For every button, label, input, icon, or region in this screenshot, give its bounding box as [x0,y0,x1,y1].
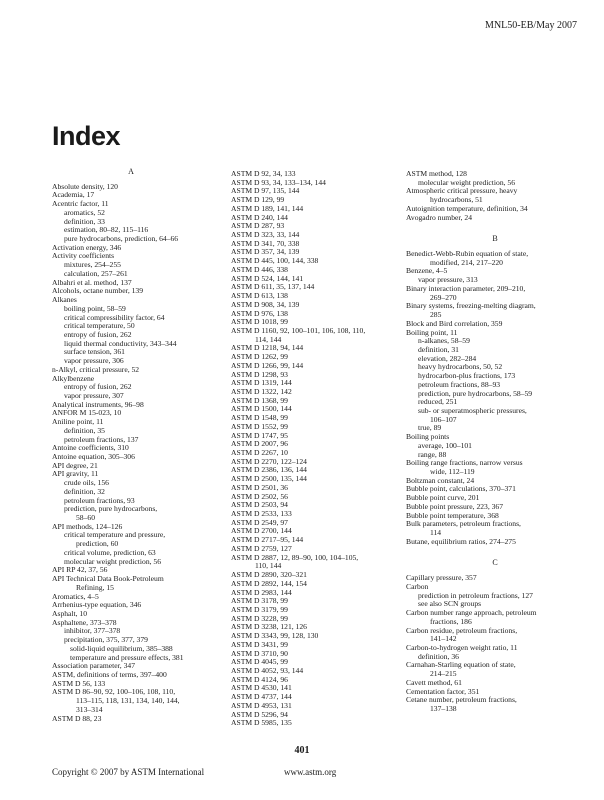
index-entry: ASTM D 1552, 99 [231,421,288,431]
index-entry: Binary interaction parameter, 209–210, [406,283,526,293]
index-entry: ASTM D 2503, 94 [231,500,288,510]
index-subentry: hydrocarbon-plus fractions, 173 [418,371,516,381]
index-entry: ASTM D 92, 34, 133 [231,169,296,178]
index-entry: Bulk parameters, petroleum fractions, [406,519,521,529]
index-entry: ASTM D 4953, 131 [231,700,292,710]
index-entry: Antoine equation, 305–306 [52,452,135,461]
index-entry: ASTM D 2533, 133 [231,509,292,519]
index-entry: Autoignition temperature, definition, 34 [406,203,528,213]
index-entry: ASTM D 4124, 96 [231,674,288,684]
index-entry: Antoine coefficients, 310 [52,443,129,453]
index-entry: Atmospheric critical pressure, heavy [406,186,518,196]
index-entry: API gravity, 11 [52,469,99,479]
index-subentry: definition, 32 [64,486,105,496]
index-entry: Carbon-to-hydrogen weight ratio, 11 [406,642,518,652]
index-entry: API RP 42, 37, 56 [52,565,108,575]
index-entry: Carbon residue, petroleum fractions, [406,625,518,635]
index-subentry: precipitation, 375, 377, 379 [64,635,148,645]
index-entry: ASTM D 1160, 92, 100–101, 106, 108, 110, [231,325,366,335]
index-entry: ASTM D 2890, 320–321 [231,570,307,580]
index-entry: Absolute density, 120 [52,181,118,191]
index-entry: Asphalt, 10 [52,608,88,618]
index-entry: Activation energy, 346 [52,242,122,252]
index-entry: ASTM D 1298, 93 [231,369,288,379]
index-entry: ASTM D 1548, 99 [231,413,288,423]
index-entry: Butane, equilibrium ratios, 274–275 [406,536,516,546]
index-subentry: 285 [430,310,442,320]
index-subentry: molecular weight prediction, 56 [418,177,516,187]
index-subentry: true, 89 [418,423,442,433]
index-entry: Alkylbenzene [52,373,95,383]
index-subentry: petroleum fractions, 137 [64,434,139,444]
index-subentry: crude oils, 156 [64,478,109,488]
index-entry: ASTM D 2759, 127 [231,543,292,553]
index-entry: ASTM D 524, 144, 141 [231,273,304,283]
index-entry: ASTM D 1018, 99 [231,317,288,327]
index-entry: ASTM D 341, 70, 338 [231,238,300,248]
index-entry: Block and Bird correlation, 359 [406,318,503,328]
index-entry: Bubble point curve, 201 [406,493,480,503]
index-subentry: 114 [430,528,442,538]
index-entry: Avogadro number, 24 [406,212,472,222]
index-subentry: see also SCN groups [418,599,482,609]
index-entry: ASTM D 3343, 99, 128, 130 [231,631,319,641]
index-subentry: 114, 144 [255,334,282,344]
index-column-2 [231,170,391,728]
index-subentry: 214–215 [430,669,457,679]
index-entry: ASTM D 3710, 90 [231,648,288,658]
section-spacer [406,222,584,231]
index-subentry: vapor pressure, 307 [64,390,124,400]
index-entry: Benzene, 4–5 [406,266,448,276]
index-subentry: vapor pressure, 313 [418,275,478,285]
index-subentry: inhibitor, 377–378 [64,626,121,636]
index-subentry: critical temperature and pressure, [64,530,166,540]
index-subentry: sub- or superatmospheric pressures, [418,405,527,415]
index-entry: ASTM D 4052, 93, 144 [231,665,304,675]
index-entry: ASTM D 1266, 99, 144 [231,360,304,370]
copyright-notice: Copyright © 2007 by ASTM International [52,767,205,777]
index-entry: Acentric factor, 11 [52,199,109,209]
index-column-1 [52,168,210,723]
index-entry: API methods, 124–126 [52,521,123,531]
index-entry: ASTM D 611, 35, 137, 144 [231,282,315,292]
index-entry: ASTM D 446, 338 [231,264,288,274]
index-entry: ASTM D 5985, 135 [231,718,292,728]
index-subentry: vapor pressure, 306 [64,356,124,366]
index-subentry: prediction, 60 [76,539,119,549]
index-column-3 [406,170,584,714]
index-subentry: prediction in petroleum fractions, 127 [418,590,533,600]
index-entry: ASTM D 129, 99 [231,195,285,205]
index-entry: ASTM D 287, 93 [231,221,285,231]
index-subentry: pure hydrocarbons, prediction, 64–66 [64,234,179,244]
index-entry: ASTM D 2700, 144 [231,526,292,536]
index-entry: ASTM D 2502, 56 [231,491,288,501]
index-entry: ASTM D 5296, 94 [231,709,288,719]
index-entry: Bubble point temperature, 368 [406,510,499,520]
index-subentry: 106–107 [430,414,457,424]
index-entry: Carnahan-Starling equation of state, [406,660,516,670]
index-section-letter: C [492,558,498,568]
index-entry: ASTM, definitions of terms, 397–400 [52,669,167,679]
index-entry: ASTM D 1322, 142 [231,386,292,396]
index-subentry: temperature and pressure effects, 381 [70,652,184,662]
index-entry: Boiling points [406,432,450,442]
index-entry: Aromatics, 4–5 [52,591,99,601]
index-subentry: aromatics, 52 [64,207,105,217]
index-entry: Bubble point pressure, 223, 367 [406,501,504,511]
index-entry: Boltzman constant, 24 [406,475,475,485]
index-entry: Cavett method, 61 [406,677,462,687]
page-title: Index [52,121,121,151]
index-subentry: modified, 214, 217–220 [430,257,503,267]
index-entry: ASTM D 445, 100, 144, 338 [231,256,319,266]
index-subentry: estimation, 80–82, 115–116 [64,225,149,235]
index-subentry: definition, 35 [64,425,105,435]
index-entry: ANFOR M 15-023, 10 [52,408,122,418]
index-subentry: n-alkanes, 58–59 [418,336,470,346]
index-entry: Carbon number range approach, petroleum [406,608,537,618]
index-subentry: prediction, pure hydrocarbons, [64,504,158,514]
index-entry: ASTM D 908, 34, 139 [231,299,300,309]
index-subentry: heavy hydrocarbons, 50, 52 [418,362,503,372]
index-entry: ASTM D 1368, 99 [231,395,288,405]
index-entry: Association parameter, 347 [52,661,135,671]
index-subentry: average, 100–101 [418,440,472,450]
index-entry: ASTM D 3238, 121, 126 [231,622,307,632]
index-entry: ASTM D 240, 144 [231,212,288,222]
index-entry: ASTM D 2270, 122–124 [231,456,307,466]
index-entry: ASTM D 4530, 141 [231,683,292,693]
index-subentry: fractions, 186 [430,616,472,626]
index-entry: ASTM D 93, 34, 133–134, 144 [231,177,326,187]
index-subentry: definition, 31 [418,344,459,354]
index-entry: ASTM D 88, 23 [52,713,102,723]
page-number: 401 [294,745,310,756]
index-entry: ASTM D 1500, 144 [231,404,292,414]
index-entry: Academia, 17 [52,190,95,200]
index-subentry: 313–314 [76,704,103,714]
index-subentry: hydrocarbons, 51 [430,195,483,205]
index-section-letter: A [128,167,134,176]
index-entry: ASTM D 86–90, 92, 100–106, 108, 110, [52,687,176,697]
index-subentry: critical temperature, 50 [64,321,135,331]
website-link[interactable]: www.astm.org [284,767,337,777]
index-entry: ASTM D 56, 133 [52,678,106,688]
index-subentry: mixtures, 254–255 [64,260,121,270]
index-entry: ASTM D 2267, 10 [231,448,288,457]
index-subentry: 269–270 [430,292,457,302]
index-subentry: definition, 36 [418,651,459,661]
index-section-letter: B [492,234,498,244]
index-entry: Aniline point, 11 [52,417,104,427]
index-entry: Cetane number, petroleum fractions, [406,695,517,705]
index-entry: ASTM D 97, 135, 144 [231,186,300,196]
index-entry: ASTM D 4737, 144 [231,692,292,702]
index-entry: Cementation factor, 351 [406,686,480,696]
index-subentry: petroleum fractions, 93 [64,495,135,505]
index-entry: ASTM D 3178, 99 [231,596,288,606]
index-subentry: 113–115, 118, 131, 134, 140, 144, [76,696,180,706]
document-reference: MNL50-EB/May 2007 [485,20,577,31]
index-entry: ASTM D 2007, 96 [231,439,288,449]
index-subentry: Refining, 15 [76,582,114,592]
index-subentry: 137–138 [430,703,457,713]
index-entry: ASTM D 357, 34, 139 [231,247,300,257]
index-entry: ASTM D 2549, 97 [231,517,288,527]
index-entry: n-Alkyl, critical pressure, 52 [52,364,140,374]
index-entry: ASTM D 3179, 99 [231,604,288,614]
index-entry: ASTM D 3431, 99 [231,639,288,649]
index-entry: Activity coefficients [52,251,115,261]
index-entry: ASTM D 2500, 135, 144 [231,474,307,484]
index-subentry: molecular weight prediction, 56 [64,556,162,566]
index-subentry: boiling point, 58–59 [64,303,126,313]
index-subentry: critical compressibility factor, 64 [64,312,165,322]
index-subentry: 58–60 [76,513,95,523]
index-entry: ASTM D 613, 138 [231,291,288,301]
index-subentry: surface tension, 361 [64,347,125,357]
index-entry: Capillary pressure, 357 [406,573,477,583]
index-subentry: entropy of fusion, 262 [64,329,132,339]
index-entry: Analytical instruments, 96–98 [52,399,144,409]
index-entry: ASTM D 2892, 144, 154 [231,578,307,588]
index-subentry: elevation, 282–284 [418,353,477,363]
index-entry: ASTM method, 128 [406,169,467,178]
index-entry: Carbon [406,581,429,591]
index-entry: ASTM D 1218, 94, 144 [231,343,304,353]
index-entry: ASTM D 2887, 12, 89–90, 100, 104–105, [231,552,359,562]
index-entry: ASTM D 2983, 144 [231,587,292,597]
index-entry: Binary systems, freezing-melting diagram, [406,301,536,311]
index-entry: Bubble point, calculations, 370–371 [406,484,516,494]
index-subentry: critical volume, prediction, 63 [64,547,156,557]
index-subentry: entropy of fusion, 262 [64,382,132,392]
index-entry: ASTM D 3228, 99 [231,613,288,623]
index-entry: Arrhenius-type equation, 346 [52,600,142,610]
index-entry: Boiling point, 11 [406,327,458,337]
index-subentry: range, 88 [418,449,447,459]
index-subentry: 141–142 [430,634,457,644]
index-entry: ASTM D 2386, 136, 144 [231,465,307,475]
section-spacer [406,546,584,555]
index-subentry: wide, 112–119 [430,467,475,476]
index-entry: Boiling range fractions, narrow versus [406,458,523,468]
index-subentry: petroleum fractions, 88–93 [418,379,501,389]
index-entry: ASTM D 2501, 36 [231,482,288,492]
index-entry: ASTM D 976, 138 [231,308,288,318]
index-subentry: definition, 33 [64,216,105,226]
index-entry: API degree, 21 [52,460,98,470]
index-entry: Asphaltene, 373–378 [52,617,117,627]
index-entry: ASTM D 1747, 95 [231,430,288,440]
index-entry: Alkanes [52,295,77,305]
index-entry: ASTM D 1319, 144 [231,378,292,388]
index-entry: Albahri et al. method, 137 [52,277,132,287]
index-entry: ASTM D 1262, 99 [231,352,288,362]
index-entry: ASTM D 4045, 99 [231,657,288,667]
index-subentry: solid-liquid equilibrium, 385–388 [70,643,173,653]
index-entry: Benedict-Webb-Rubin equation of state, [406,249,529,259]
index-entry: ASTM D 2717–95, 144 [231,535,304,545]
index-entry: ASTM D 323, 33, 144 [231,230,300,240]
index-subentry: liquid thermal conductivity, 343–344 [64,338,177,348]
index-subentry: prediction, pure hydrocarbons, 58–59 [418,388,533,398]
index-subentry: reduced, 251 [418,397,458,407]
index-entry: API Technical Data Book-Petroleum [52,574,164,584]
index-subentry: calculation, 257–261 [64,268,128,278]
index-entry: Alcohols, octane number, 139 [52,286,144,296]
index-subentry: 110, 144 [255,561,282,571]
index-entry: ASTM D 189, 141, 144 [231,203,304,213]
